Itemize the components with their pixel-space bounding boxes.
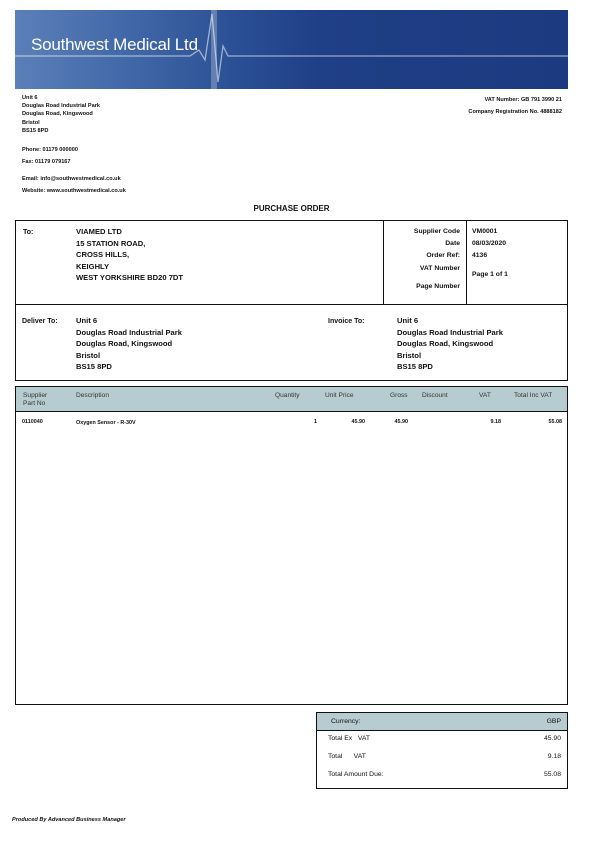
row-gross: 45.90: [394, 419, 408, 425]
meta-label-order-ref: Order Ref:: [426, 252, 460, 260]
invoice-line: Bristol: [397, 350, 422, 360]
to-line: VIAMED LTD: [76, 227, 122, 236]
header-total: Total Inc VAT: [514, 392, 553, 399]
address-line: BS15 8PD: [22, 127, 49, 134]
header-discount: Discount: [422, 392, 448, 399]
company-fax: Fax: 01179 079167: [22, 159, 71, 165]
header-gross: Gross: [390, 392, 408, 399]
row-part-no: 0110040: [22, 419, 43, 425]
company-email[interactable]: Email: info@southwestmedical.co.uk: [22, 176, 121, 182]
total-due-value: 55.08: [543, 771, 561, 778]
row-unit-price: 45.90: [351, 419, 365, 425]
deliver-line: BS15 8PD: [76, 362, 112, 372]
header-quantity: Quantity: [275, 392, 300, 399]
invoice-to-label: Invoice To:: [328, 318, 365, 325]
totals-box: [316, 712, 568, 789]
total-due-label: Total Amount Due:: [328, 771, 384, 778]
invoice-line: BS15 8PD: [397, 362, 433, 372]
company-phone: Phone: 01179 000000: [22, 147, 78, 153]
total-ex-vat-label: Total Ex VAT: [328, 735, 371, 742]
company-address: [22, 94, 100, 135]
meta-values: [472, 226, 508, 281]
company-banner: [15, 10, 568, 89]
table-row: [16, 419, 567, 429]
header-part-line: Supplier: [23, 392, 48, 399]
deliver-to-label: Deliver To:: [22, 318, 58, 325]
header-unit-price: Unit Price: [325, 392, 354, 399]
header-part-line: Part No: [23, 400, 46, 407]
deliver-line: Douglas Road, Kingswood: [76, 339, 173, 349]
currency-label: Currency:: [331, 718, 361, 725]
address-line: Unit 6: [22, 95, 38, 101]
company-website[interactable]: Website: www.southwestmedical.co.uk: [22, 188, 126, 194]
invoice-line: Douglas Road Industrial Park: [397, 327, 503, 337]
meta-value-supplier-code: VM0001: [472, 228, 498, 235]
header-description: Description: [76, 392, 109, 399]
meta-value-page-number: Page 1 of 1: [472, 270, 508, 278]
to-label: To:: [23, 229, 34, 236]
delivery-invoice-box: [15, 304, 568, 381]
table-header: [16, 387, 567, 412]
deliver-to-address: [76, 315, 182, 373]
invoice-line: Douglas Road, Kingswood: [397, 339, 494, 349]
meta-value-order-ref: 4136: [472, 252, 488, 260]
meta-label-supplier-code: Supplier Code: [413, 228, 460, 235]
total-vat-label: Total VAT: [328, 753, 366, 760]
currency-header: [317, 713, 567, 731]
invoice-line: Unit 6: [397, 316, 419, 325]
address-line: Douglas Road, Kingswood: [22, 111, 93, 118]
to-address: [76, 226, 183, 284]
total-vat-value: 9.18: [547, 753, 561, 760]
invoice-to-address: [397, 315, 503, 373]
meta-value-date: 08/03/2020: [472, 240, 507, 248]
row-vat: 9.18: [490, 419, 501, 425]
deliver-line: Bristol: [76, 350, 101, 360]
header-vat: VAT: [479, 392, 491, 399]
deliver-line: Unit 6: [76, 316, 98, 325]
to-line: WEST YORKSHIRE BD20 7DT: [76, 273, 184, 283]
to-line: CROSS HILLS,: [76, 250, 130, 260]
currency-value: GBP: [546, 718, 561, 725]
total-ex-vat-value: 45.90: [543, 735, 561, 742]
company-registration: Company Registration No. 4888182: [468, 109, 562, 115]
company-name: Southwest Medical Ltd: [31, 35, 198, 54]
meta-labels: [388, 226, 460, 293]
line-items-table: [15, 386, 568, 705]
supplier-box: [15, 220, 568, 305]
deliver-line: Douglas Road Industrial Park: [76, 327, 182, 337]
row-total: 55.08: [548, 419, 562, 425]
to-line: 15 STATION ROAD,: [76, 238, 146, 248]
address-line: Bristol: [22, 119, 40, 126]
header-part-no: [23, 392, 47, 408]
row-quantity: 1: [314, 419, 317, 425]
footer-credit: Produced By Advanced Business Manager: [12, 817, 126, 823]
to-line: KEIGHLY: [76, 261, 110, 271]
meta-label-vat-number: VAT Number: [419, 264, 460, 272]
row-description: Oxygen Sensor - R-30V: [76, 420, 136, 426]
address-line: Douglas Road Industrial Park: [22, 103, 101, 110]
company-vat-number: VAT Number: GB 791 3990 21: [484, 97, 562, 103]
document-title: PURCHASE ORDER: [253, 204, 330, 213]
meta-label-date: Date: [445, 240, 460, 248]
meta-label-page-number: Page Number: [416, 282, 460, 290]
